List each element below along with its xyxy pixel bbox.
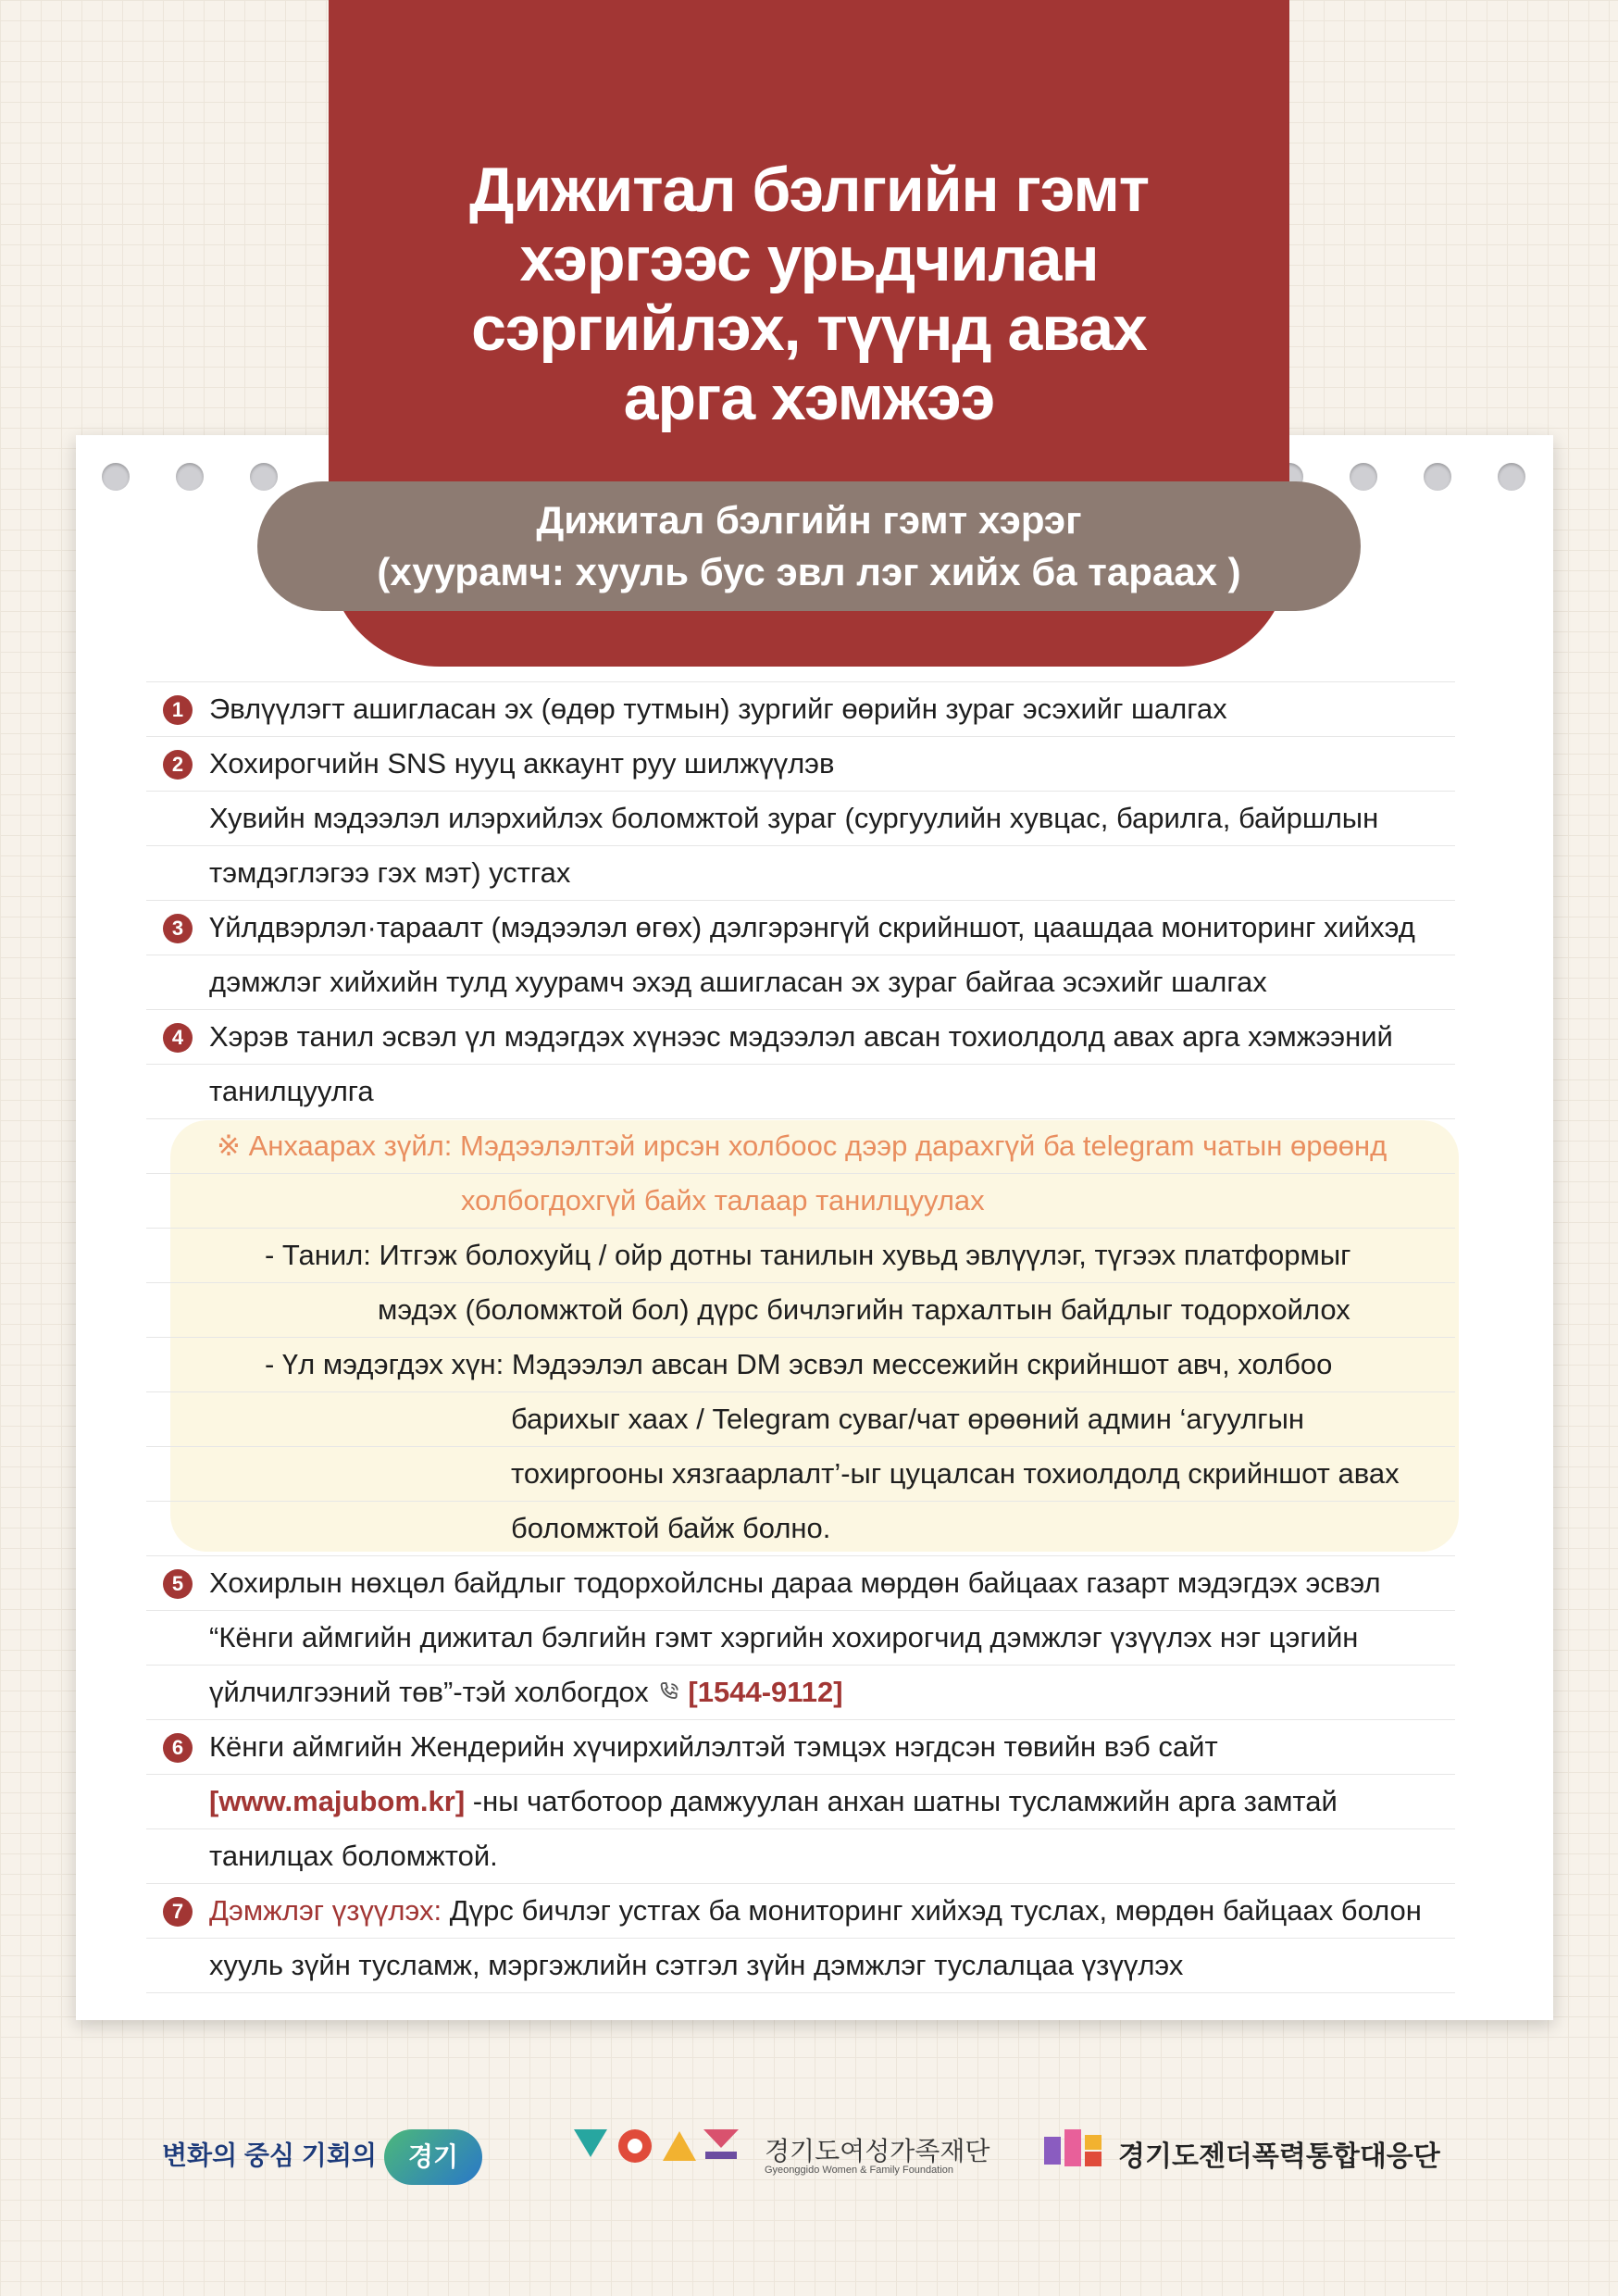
title-line: Дижитал бэлгийн гэмт — [468, 155, 1150, 225]
number-badge: 7 — [163, 1897, 193, 1927]
list-item-continuation — [146, 792, 1455, 846]
gyeonggi-logo — [162, 2129, 482, 2185]
list-item-continuation — [146, 1829, 1455, 1884]
list-item-continuation — [146, 1611, 1455, 1666]
unit-korean-name: 경기도젠더폭력통합대응단 — [1118, 2141, 1440, 2172]
number-badge: 5 — [163, 1569, 193, 1599]
note-row — [146, 1447, 1455, 1502]
item-text-wrap — [209, 1884, 1422, 1938]
binder-hole — [1498, 463, 1525, 491]
item-text-wrap — [209, 1666, 843, 1719]
note-row — [146, 1392, 1455, 1447]
binder-hole — [1424, 463, 1451, 491]
list-item — [146, 901, 1455, 955]
note-row — [146, 1119, 1455, 1174]
gyeonggi-badge: 경기 — [384, 2129, 482, 2185]
item-text: Хохирогчийн SNS нууц аккаунт руу шилжүүлэв — [209, 747, 835, 780]
list-item — [146, 1720, 1455, 1775]
note-row — [146, 1229, 1455, 1283]
note-text: ※ Анхаарах зүйл: Мэдээлэлтэй ирсэн холбоос дээр дарахгүй ба telegram чатын өрөөнд — [217, 1129, 1388, 1162]
item-text: Үйлдвэрлэл·тараалт (мэдээлэл өгөх) дэлгэрэнгүй скрийншот, цаашдаа мониторинг хийхэд — [209, 911, 1415, 943]
list-item — [146, 681, 1455, 737]
note-detail: боломжтой байж болно. — [511, 1512, 831, 1544]
note-text: холбогдохгүй байх талаар танилцуулах — [461, 1184, 985, 1217]
phone-icon — [656, 1679, 682, 1705]
list-item-continuation — [146, 1666, 1455, 1720]
item-text: Дүрс бичлэг устгах ба мониторинг хийхэд туслах, мөрдөн байцаах болон — [442, 1894, 1422, 1927]
page-title — [329, 156, 1289, 433]
binder-hole — [102, 463, 130, 491]
title-line: хэргээс урьдчилан — [519, 224, 1099, 294]
item-text: үйлчилгээний төв”-тэй холбогдох — [209, 1676, 657, 1708]
number-badge: 1 — [163, 695, 193, 725]
item-text: -ны чатботоор дамжуулан анхан шатны тусламжийн арга замтай — [465, 1785, 1338, 1817]
item-text: Кёнги аймгийн Жендерийн хүчирхийлэлтэй тэмцэх нэгдсэн төвийн вэб сайт — [209, 1730, 1218, 1763]
measures-list — [146, 681, 1455, 1993]
list-item — [146, 1884, 1455, 1939]
item-text-wrap — [209, 1775, 1338, 1828]
list-item-continuation — [146, 846, 1455, 901]
website-link[interactable]: [www.majubom.kr] — [209, 1785, 466, 1817]
note-detail: мэдэх (боломжтой бол) дүрс бичлэгийн тархалтын байдлыг тодорхойлох — [378, 1293, 1350, 1326]
list-item-continuation — [146, 1775, 1455, 1829]
subtitle-pill — [257, 481, 1361, 611]
list-item — [146, 1556, 1455, 1611]
list-item-continuation — [146, 1065, 1455, 1119]
footer-logos — [0, 2120, 1618, 2185]
item-text: Хохирлын нөхцөл байдлыг тодорхойлсны дараа мөрдөн байцаах газарт мэдэгдэх эсвэл — [209, 1566, 1381, 1599]
title-line: арга хэмжээ — [623, 363, 995, 433]
item-text: “Кёнги аймгийн дижитал бэлгийн гэмт хэргийн хохирогчид дэмжлэг үзүүлэх нэг цэгийн — [209, 1621, 1359, 1653]
binder-hole — [250, 463, 278, 491]
item-text: Хэрэв танил эсвэл үл мэдэгдэх хүнээс мэдээлэл авсан тохиолдолд авах арга хэмжээний — [209, 1020, 1393, 1053]
item-text: хууль зүйн тусламж, мэргэжлийн сэтгэл зүйн дэмжлэг туслалцаа үзүүлэх — [209, 1949, 1184, 1981]
item-text: тэмдэглэгээ гэх мэт) устгах — [209, 856, 571, 889]
phone-number[interactable]: [1544-9112] — [688, 1676, 843, 1708]
unit-mark-icon — [1044, 2128, 1105, 2172]
item-text: Хувийн мэдээлэл илэрхийлэх боломжтой зураг (сургуулийн хувцас, барилга, байршлын — [209, 802, 1379, 834]
list-item — [146, 737, 1455, 792]
note-detail: тохиргооны хязгаарлалт’-ыг цуцалсан тохиолдолд скрийншот авах — [511, 1457, 1400, 1490]
item-text: танилцах боломжтой. — [209, 1840, 498, 1872]
women-family-foundation-logo — [574, 2126, 990, 2180]
item-text: Эвлүүлэгт ашигласан эх (өдөр тутмын) зургийг өөрийн зураг эсэхийг шалгах — [209, 693, 1227, 725]
number-badge: 2 — [163, 750, 193, 780]
subtitle-line: Дижитал бэлгийн гэмт хэрэг — [536, 498, 1082, 542]
list-item-continuation — [146, 955, 1455, 1010]
gyeonggi-slogan: 변화의 중심 기회의 — [162, 2140, 377, 2170]
number-badge: 3 — [163, 914, 193, 943]
item-text: дэмжлэг хийхийн тулд хуурамч эхэд ашигласан эх зураг байгаа эсэхийг шалгах — [209, 966, 1267, 998]
note-row — [146, 1174, 1455, 1229]
item-text: танилцуулга — [209, 1075, 374, 1107]
foundation-mark-icon — [574, 2126, 750, 2176]
binder-hole — [1350, 463, 1377, 491]
binder-hole — [176, 463, 204, 491]
note-detail: - Танил: Итгэж болохуйц / ойр дотны танилын хувьд эвлүүлэг, түгээх платформыг — [265, 1239, 1351, 1271]
support-label: Дэмжлэг үзүүлэх: — [209, 1894, 442, 1927]
note-row — [146, 1502, 1455, 1556]
list-item-continuation — [146, 1939, 1455, 1993]
foundation-korean-name: 경기도여성가족재단 — [765, 2137, 990, 2165]
gender-violence-unit-logo — [1044, 2128, 1440, 2177]
note-detail: барихыг хаах / Telegram суваг/чат өрөөний админ ‘агуулгын — [511, 1403, 1304, 1435]
foundation-english-name: Gyeonggido Women & Family Foundation — [765, 2165, 954, 2176]
number-badge: 4 — [163, 1023, 193, 1053]
note-row — [146, 1338, 1455, 1392]
note-detail: - Үл мэдэгдэх хүн: Мэдээлэл авсан DM эсвэл мессежийн скрийншот авч, холбоо — [265, 1348, 1333, 1380]
list-item — [146, 1010, 1455, 1065]
title-line: сэргийлэх, түүнд авах — [471, 293, 1147, 364]
note-row — [146, 1283, 1455, 1338]
subtitle-line: (хуурамч: хууль бус эвл лэг хийх ба тараах ) — [377, 550, 1241, 593]
number-badge: 6 — [163, 1733, 193, 1763]
